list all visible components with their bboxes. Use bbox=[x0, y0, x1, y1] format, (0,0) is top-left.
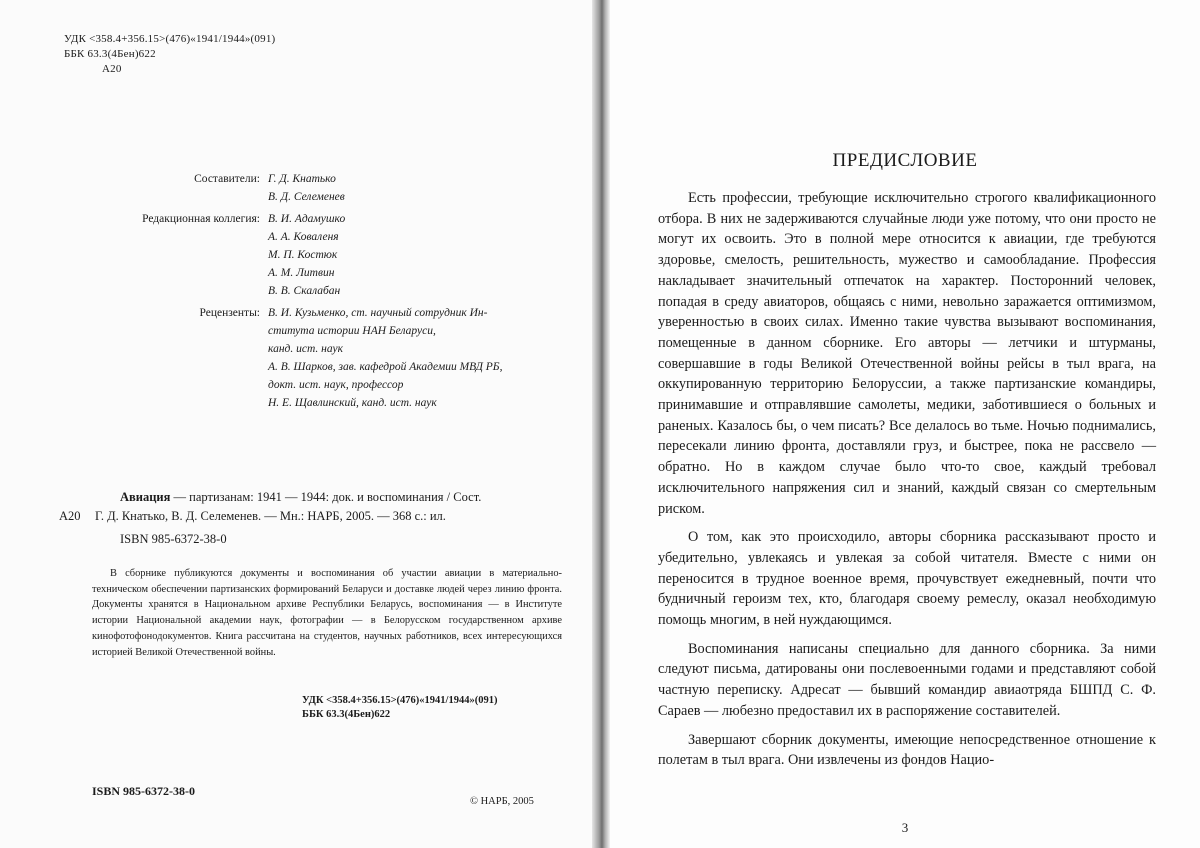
udk-bottom-block bbox=[302, 694, 497, 722]
citation-line-1-rest: — партизанам: 1941 — 1944: док. и воспоминания / Сост. bbox=[170, 490, 482, 504]
compilers-names bbox=[268, 170, 345, 206]
bbk-line: ББК 63.3(4Бен)622 bbox=[64, 48, 156, 60]
preface-body bbox=[658, 188, 1156, 779]
credit-name: А. А. Коваленя bbox=[268, 231, 339, 243]
editorial-board-row bbox=[90, 210, 502, 300]
book-spine-shadow bbox=[592, 0, 610, 848]
reviewers-row bbox=[90, 304, 502, 412]
author-sign: А20 bbox=[102, 63, 122, 75]
citation-line-2 bbox=[52, 507, 562, 526]
citation-line-1 bbox=[52, 488, 562, 507]
annotation-text: В сборнике публикуются документы и воспоминания об участии авиации в материально-техническом обеспечении партизанских формирований Беларуси и доставке людей через линию фронта. Документы хранятся в Национальном архиве Республики Беларусь, воспоминания — в Институте истории Национальной академии наук, фотографии — в Белорусском государственном архиве кинофотофонодокументов. Книга рассчитана на студентов, научных работников, всех интересующихся историей Великой Отечественной войны. bbox=[92, 568, 562, 658]
page-number: 3 bbox=[901, 820, 909, 835]
editorial-board-names bbox=[268, 210, 345, 300]
citation-line-2-text: Г. Д. Кнатько, В. Д. Селеменев. — Мн.: НАРБ, 2005. — 368 с.: ил. bbox=[95, 509, 446, 523]
credit-name: М. П. Костюк bbox=[268, 249, 338, 261]
bibliographic-citation bbox=[52, 488, 562, 526]
credit-name: В. И. Адамушко bbox=[268, 213, 346, 225]
paragraph: Завершают сборник документы, имеющие непосредственное отношение к полетам в тыл врага. Они извлечены из фондов Нацио- bbox=[658, 731, 1156, 769]
citation-code: А20 bbox=[59, 509, 81, 523]
credit-name: Г. Д. Кнатько bbox=[268, 173, 336, 185]
udk-line: УДК <358.4+356.15>(476)«1941/1944»(091) bbox=[302, 695, 498, 706]
credit-name: В. И. Кузьменко, ст. научный сотрудник Ин- bbox=[268, 307, 488, 319]
reviewers-label: Рецензенты: bbox=[199, 307, 260, 319]
udk-line: УДК <358.4+356.15>(476)«1941/1944»(091) bbox=[64, 33, 276, 45]
credits-block bbox=[90, 170, 502, 416]
bbk-line: ББК 63.3(4Бен)622 bbox=[302, 709, 391, 720]
udk-top-block bbox=[64, 32, 275, 77]
copyright: © НАРБ, 2005 bbox=[470, 796, 534, 807]
credit-name: канд. ист. наук bbox=[268, 343, 343, 355]
citation-title: Авиация bbox=[120, 490, 171, 504]
compilers-row bbox=[90, 170, 502, 206]
credit-name: А. В. Шарков, зав. кафедрой Академии МВД РБ, bbox=[268, 361, 503, 373]
credit-name: В. В. Скалабан bbox=[268, 285, 341, 297]
right-page bbox=[610, 0, 1200, 848]
credit-name: докт. ист. наук, профессор bbox=[268, 379, 404, 391]
left-page bbox=[0, 0, 592, 848]
reviewers-names bbox=[268, 304, 502, 412]
credit-name: Н. Е. Щавлинский, канд. ист. наук bbox=[268, 397, 437, 409]
isbn-top: ISBN 985-6372-38-0 bbox=[120, 532, 227, 546]
paragraph: Воспоминания написаны специально для данного сборника. За ними следуют письма, датированы они послевоенными годами и представляют собой частную переписку. Адресат — бывший командир авиаотряда БШПД С. Ф. Сараев — любезно предоставил их в распоряжение составителей. bbox=[658, 640, 1156, 719]
credit-name: А. М. Литвин bbox=[268, 267, 335, 279]
credit-name: В. Д. Селеменев bbox=[268, 191, 345, 203]
isbn-bottom: ISBN 985-6372-38-0 bbox=[92, 784, 196, 798]
paragraph: Есть профессии, требующие исключительно строгого квалификационного отбора. В них не задерживаются случайные люди уже потому, что они просто не могут их освоить. Это в полной мере относится к авиации, где требуются здоровье, смелость, решительность, мужество и самообладание. Профессия накладывает значительный отпечаток на характер. Посторонний человек, попадая в среду авиаторов, общаясь с ними, невольно заражается оптимизмом, уверенностью в своих силах. Именно такие чувства вызывают воспоминания, помещенные в данном сборнике. Его авторы — летчики и штурманы, совершавшие в годы Великой Отечественной войны рейсы в тыл врага, на оккупированную территорию Белоруссии, а также партизанские командиры, принимавшие и отправлявшие самолеты, медики, заботившиеся о больных и раненых. Казалось бы, о чем писать? Все делалось во тьме. Ночью поднимались, пересекали линию фронта, доставляли груз, и быстрее, пока не рассвело — обратно. Но в каждом случае было что-то свое, каждый требовал исключительного напряжения сил и знаний, каждый связан со смертельным риском. bbox=[658, 190, 1156, 517]
credit-name: ститута истории НАН Беларуси, bbox=[268, 325, 436, 337]
editorial-board-label: Редакционная коллегия: bbox=[142, 213, 260, 225]
compilers-label: Составители: bbox=[194, 173, 260, 185]
paragraph: О том, как это происходило, авторы сборника рассказывают просто и убедительно, увлекаясь и увлекая за собой читателя. Вместе с ними он переносится в трудное военное время, прочувствует ежедневный, почти что будничный героизм тех, кто, благодаря своему ремеслу, оказал необходимую помощь многим, в ней нуждающимся. bbox=[658, 529, 1156, 629]
page-title: ПРЕДИСЛОВИЕ bbox=[832, 150, 978, 171]
